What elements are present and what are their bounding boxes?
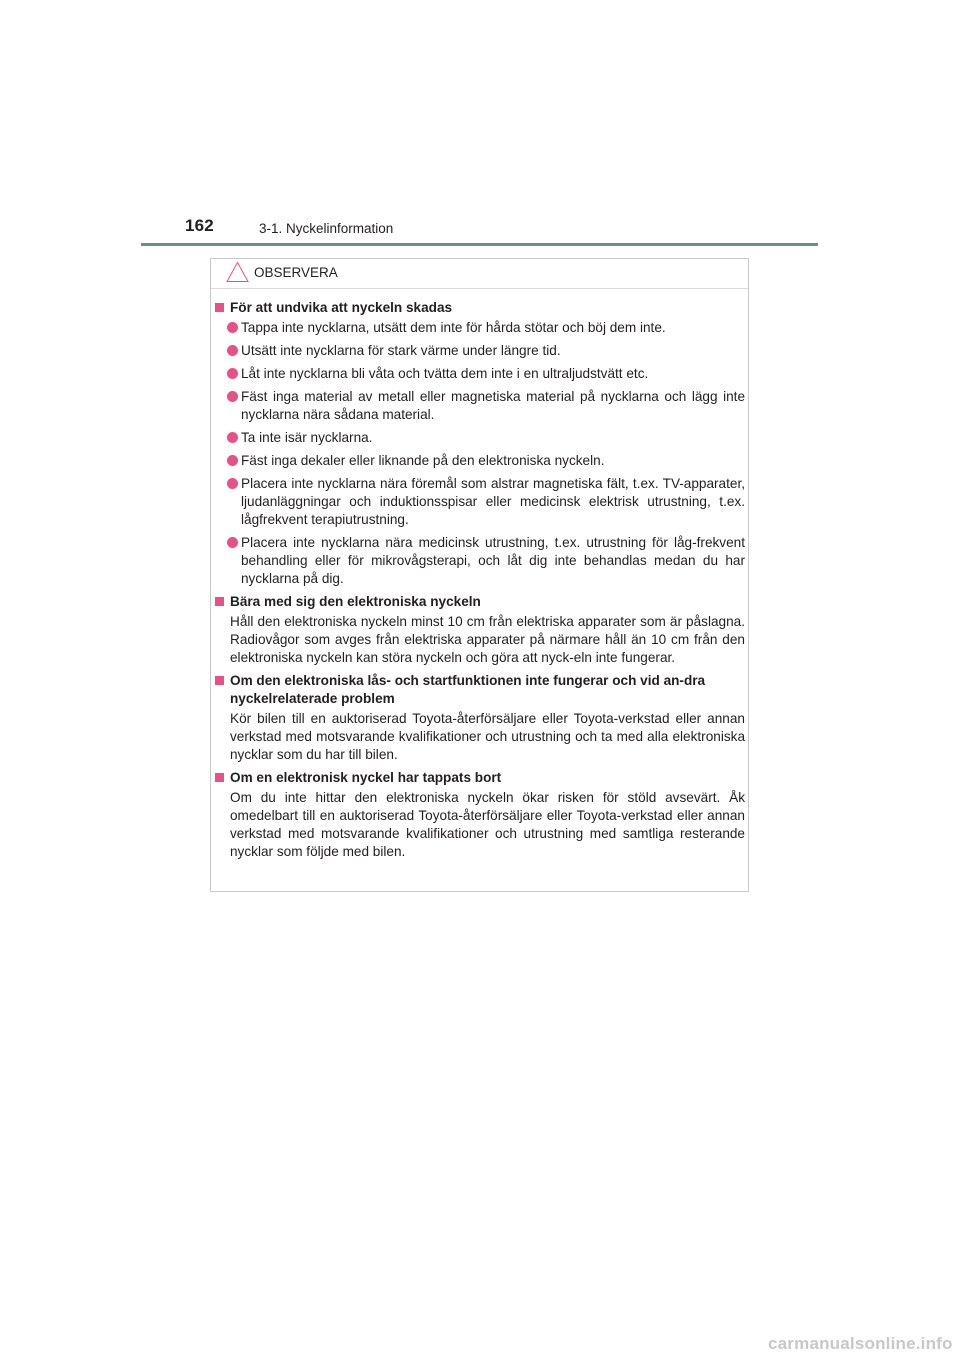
circle-bullet-icon xyxy=(227,391,238,402)
list-item-text: Tappa inte nycklarna, utsätt dem inte för hårda stötar och böj dem inte. xyxy=(241,320,666,335)
section-key-damage xyxy=(215,299,745,588)
list-item xyxy=(215,388,745,424)
section-title: 3-1. Nyckelinformation xyxy=(259,221,394,236)
section-heading-text: Om en elektronisk nyckel har tappats bort xyxy=(230,770,502,785)
circle-bullet-icon xyxy=(227,455,238,466)
list-item xyxy=(215,342,745,360)
list-item-text: Fäst inga material av metall eller magnetiska material på nycklarna och lägg inte nycklarna nära sådana material. xyxy=(241,389,745,422)
section-carry-key xyxy=(215,593,745,667)
section-heading-text: Bära med sig den elektroniska nyckeln xyxy=(230,594,481,609)
notice-header xyxy=(211,259,748,289)
list-item-text: Fäst inga dekaler eller liknande på den elektroniska nyckeln. xyxy=(241,453,605,468)
header-rule xyxy=(141,243,818,246)
circle-bullet-icon xyxy=(227,322,238,333)
section-lost-key xyxy=(215,769,745,861)
list-item-text: Låt inte nycklarna bli våta och tvätta dem inte i en ultraljudstvätt etc. xyxy=(241,366,649,381)
list-item-text: Ta inte isär nycklarna. xyxy=(241,430,373,445)
section-body: Kör bilen till en auktoriserad Toyota-återförsäljare eller Toyota-verkstad eller annan verkstad med motsvarande kvalifikationer och utrustning och ta med alla elektroniska nycklar som du har till bilen. xyxy=(230,711,745,762)
square-bullet-icon xyxy=(215,773,224,782)
section-heading xyxy=(215,672,745,708)
square-bullet-icon xyxy=(215,303,224,312)
list-item-text: Utsätt inte nycklarna för stark värme under längre tid. xyxy=(241,343,561,358)
circle-bullet-icon xyxy=(227,478,238,489)
section-heading-text: Om den elektroniska lås- och startfunktionen inte fungerar och vid an-dra nyckelrelaterade problem xyxy=(230,673,706,706)
square-bullet-icon xyxy=(215,676,224,685)
section-heading xyxy=(215,299,745,317)
list-item xyxy=(215,365,745,383)
square-bullet-icon xyxy=(215,597,224,606)
list-item-text: Placera inte nycklarna nära föremål som alstrar magnetiska fält, t.ex. TV-apparater, ljudanläggningar och induktionsspisar eller medicinsk elektrisk utrustning, t.ex. lågfrekvent terapiutrustning. xyxy=(241,476,745,527)
section-body: Håll den elektroniska nyckeln minst 10 cm från elektriska apparater som är påslagna. Radiovågor som avges från elektriska apparater på närmare håll än 10 cm från den elektroniska nyckeln kan störa nyckeln och göra att nyck-eln inte fungerar. xyxy=(230,614,745,665)
warning-triangle-icon xyxy=(226,261,249,283)
list-item xyxy=(215,534,745,588)
notice-box xyxy=(210,258,749,892)
section-heading xyxy=(215,769,745,787)
list-item xyxy=(215,452,745,470)
list-item xyxy=(215,429,745,447)
page-number: 162 xyxy=(185,216,214,235)
circle-bullet-icon xyxy=(227,537,238,548)
list-item-text: Placera inte nycklarna nära medicinsk utrustning, t.ex. utrustning för låg-frekvent behandling eller för mikrovågsterapi, och låt dig inte behandlas medan du har nycklarna på dig. xyxy=(241,535,745,586)
section-key-problems xyxy=(215,672,745,764)
notice-content xyxy=(215,299,745,866)
section-body: Om du inte hittar den elektroniska nyckeln ökar risken för stöld avsevärt. Åk omedelbart till en auktoriserad Toyota-återförsäljare eller Toyota-verkstad eller annan verkstad med motsvarande kvalifikationer och utrustning med samtliga resterande nycklar som följde med bilen. xyxy=(230,790,745,859)
list-item xyxy=(215,319,745,337)
list-item xyxy=(215,475,745,529)
circle-bullet-icon xyxy=(227,345,238,356)
circle-bullet-icon xyxy=(227,368,238,379)
watermark: carmanualsonline.info xyxy=(768,1334,953,1353)
section-heading-text: För att undvika att nyckeln skadas xyxy=(230,300,453,315)
circle-bullet-icon xyxy=(227,432,238,443)
section-heading xyxy=(215,593,745,611)
notice-title: OBSERVERA xyxy=(254,265,338,280)
